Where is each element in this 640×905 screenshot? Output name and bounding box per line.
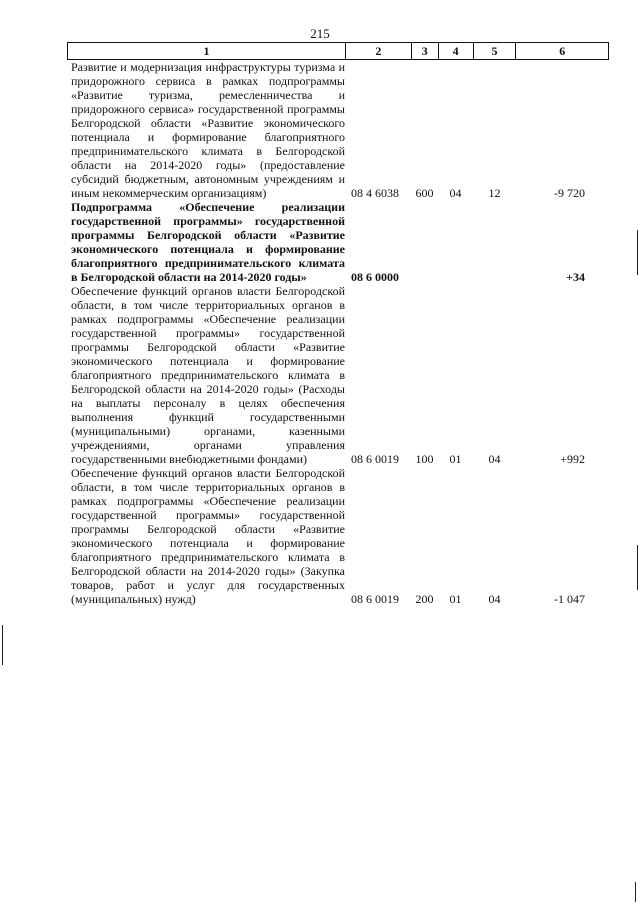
row-sum: +34 — [566, 270, 585, 284]
row-description: Развитие и модернизация инфраструктуры туризма и придорожного сервиса в рамках подпрограммы «Развитие туризма, ремесленничества и придорожного сервиса» государственной программы Белгородской области «Развитие экономического потенциала и формирование благоприятного предпринимательского климата в Белгородской области на 2014-2020 годы» (предоставление субсидий бюджетным, автономным учреждениям и иным некоммерческим организациям) — [71, 60, 345, 200]
row-rz: 01 — [449, 452, 462, 466]
row-rz: 01 — [449, 592, 462, 606]
row-sum: -9 720 — [554, 186, 585, 200]
scan-edge-mark — [2, 625, 3, 665]
row-description: Подпрограмма «Обеспечение реализации государственной программы» государственной программы Белгородской области «Развитие экономического потенциала и формирование благоприятного предпринимательского климата в Белгородской области на 2014-2020 годы» — [71, 200, 345, 284]
row-kvr: 600 — [415, 186, 434, 200]
table-row — [67, 466, 609, 606]
scan-edge-mark — [637, 545, 638, 590]
row-description: Обеспечение функций органов власти Белгородской области, в том числе территориальных органов в рамках подпрограммы «Обеспечение реализации государственной программы» государственной программы Белгородской области «Развитие экономического потенциала и формирование благоприятного предпринимательского климата в Белгородской области на 2014-2020 годы» (Закупка товаров, работ и услуг для государственных (муниципальных) нужд) — [71, 466, 345, 606]
row-code: 08 6 0019 — [351, 452, 399, 466]
row-pr: 04 — [488, 592, 501, 606]
row-pr: 04 — [488, 452, 501, 466]
header-col-1: 1 — [203, 44, 210, 58]
header-col-6: 6 — [515, 43, 608, 59]
header-col-3: 3 — [411, 43, 438, 59]
row-description: Обеспечение функций органов власти Белгородской области, в том числе территориальных органов в рамках подпрограммы «Обеспечение реализации государственной программы» государственной программы Белгородской области «Развитие экономического потенциала и формирование благоприятного предпринимательского климата в Белгородской области на 2014-2020 годы» (Расходы на выплаты персоналу в целях обеспечения выполнения функций государственными (муниципальными) органами, казенными учреждениями, органами управления государственными внебюджетными фондами) — [71, 284, 345, 466]
row-code: 08 6 0000 — [351, 270, 399, 284]
page-number: 215 — [310, 26, 330, 41]
table-row — [67, 60, 609, 200]
row-sum: -1 047 — [554, 592, 585, 606]
table-header — [67, 42, 609, 60]
header-col-2: 2 — [345, 43, 411, 59]
row-code: 08 4 6038 — [351, 186, 399, 200]
budget-table — [67, 42, 609, 606]
row-pr: 12 — [488, 186, 501, 200]
row-rz: 04 — [449, 186, 462, 200]
table-row — [67, 284, 609, 466]
table-row — [67, 200, 609, 284]
header-col-4: 4 — [438, 43, 473, 59]
row-code: 08 6 0019 — [351, 592, 399, 606]
header-col-5: 5 — [473, 43, 516, 59]
row-kvr: 200 — [415, 592, 434, 606]
row-kvr: 100 — [415, 452, 434, 466]
scan-edge-mark — [635, 882, 636, 902]
scan-edge-mark — [637, 230, 638, 275]
row-sum: +992 — [560, 452, 585, 466]
